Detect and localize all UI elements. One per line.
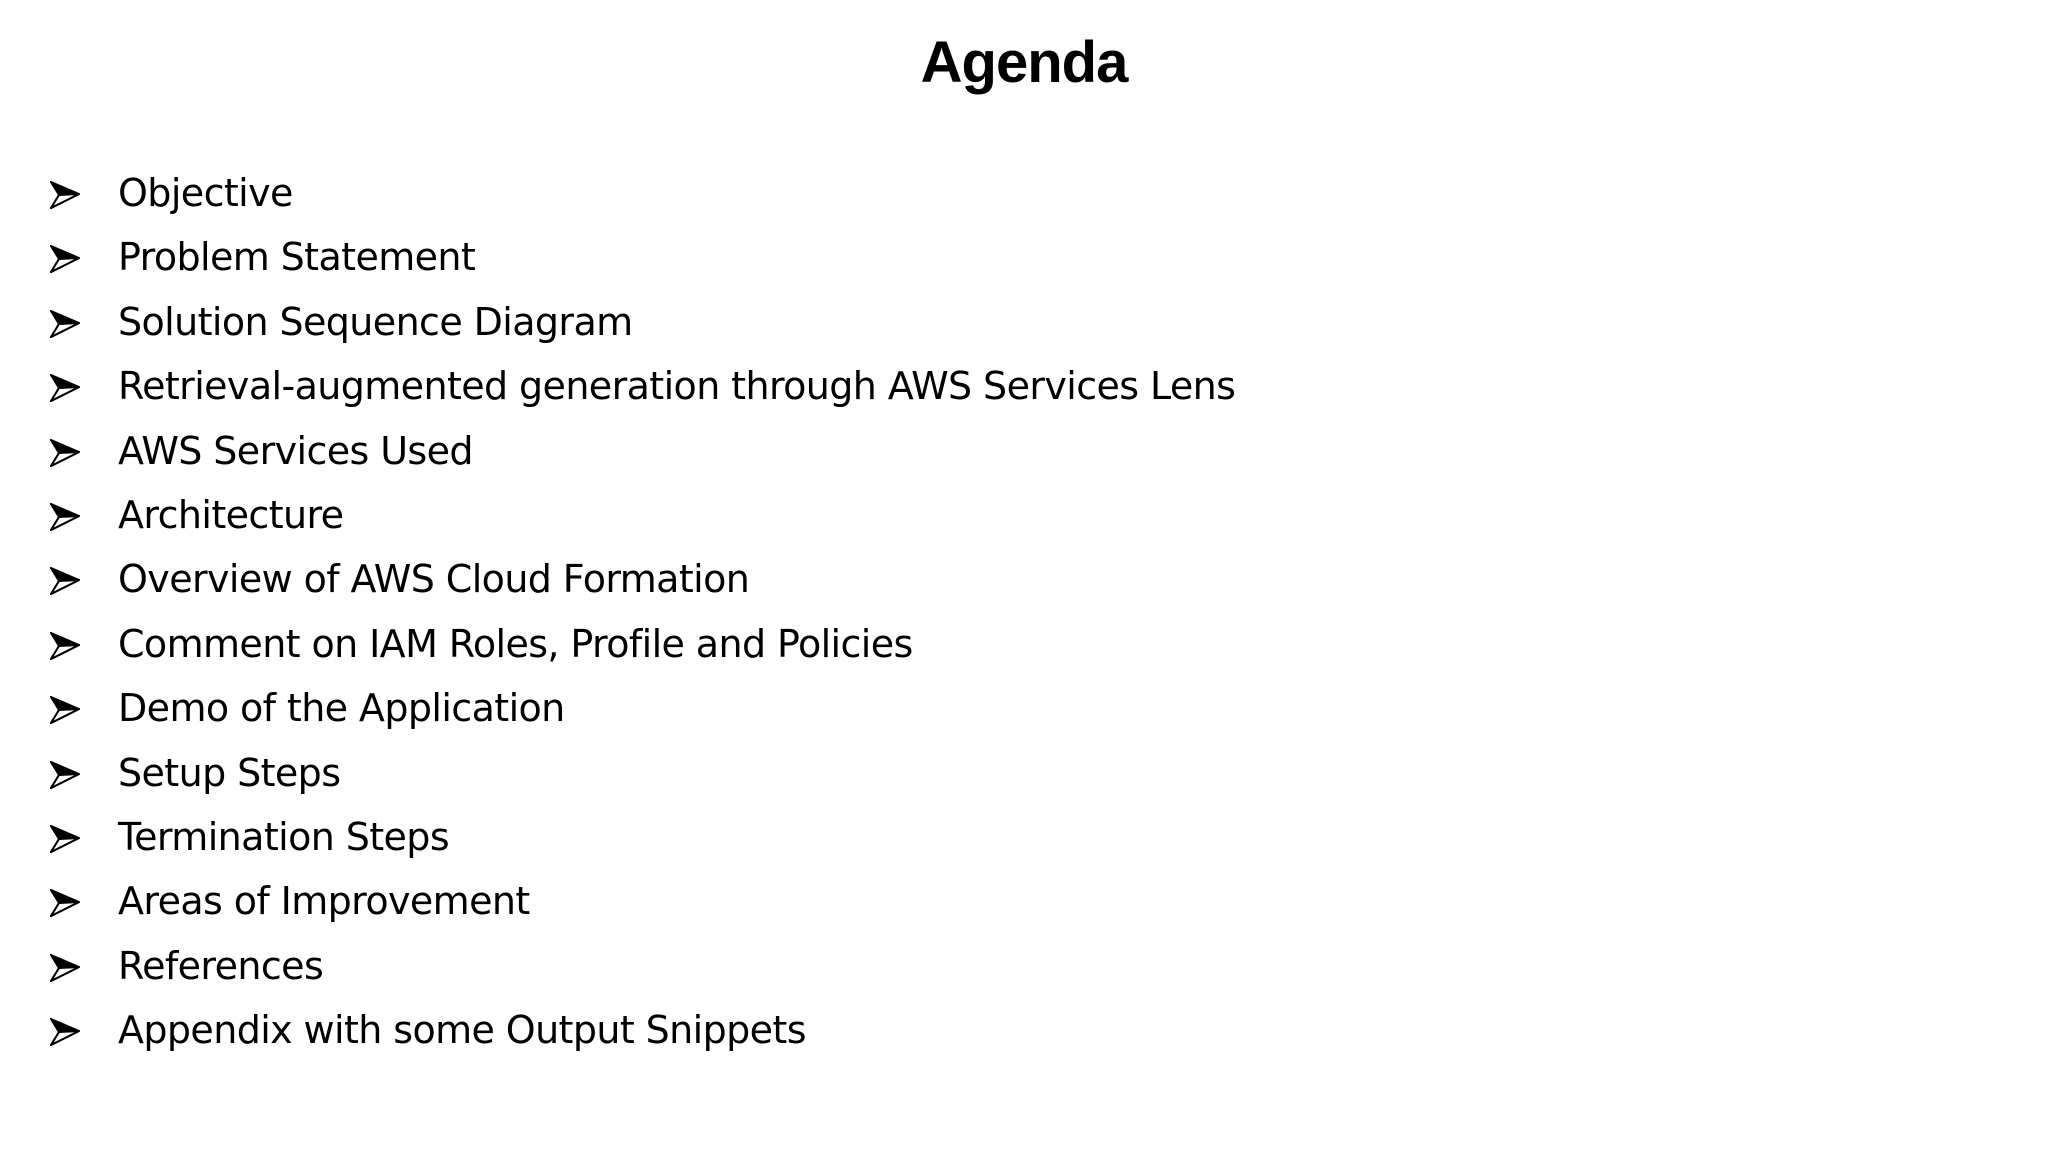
- agenda-item-label: Comment on IAM Roles, Profile and Policies: [118, 621, 913, 666]
- arrowhead-bullet-icon: [50, 503, 82, 533]
- agenda-item-label: Problem Statement: [118, 235, 476, 280]
- agenda-list: [50, 171, 1236, 1078]
- arrowhead-bullet-icon: [50, 245, 82, 275]
- arrowhead-bullet-icon: [50, 825, 82, 855]
- arrowhead-bullet-icon: [50, 439, 82, 469]
- agenda-item-label: Retrieval-augmented generation through AWS Services Lens: [118, 364, 1236, 409]
- arrowhead-bullet-icon: [50, 632, 82, 662]
- arrowhead-bullet-icon: [50, 954, 82, 984]
- arrowhead-bullet-icon: [50, 567, 82, 597]
- arrowhead-bullet-icon: [50, 310, 82, 340]
- agenda-item-label: Termination Steps: [118, 814, 450, 859]
- agenda-item-label: AWS Services Used: [118, 428, 473, 473]
- slide-title: Agenda: [920, 30, 1128, 95]
- arrowhead-bullet-icon: [50, 761, 82, 791]
- arrowhead-bullet-icon: [50, 696, 82, 726]
- agenda-item-label: Appendix with some Output Snippets: [118, 1008, 806, 1053]
- agenda-item: [50, 1008, 1235, 1078]
- agenda-item-label: Overview of AWS Cloud Formation: [118, 557, 750, 602]
- agenda-item-label: References: [118, 943, 324, 988]
- arrowhead-bullet-icon: [50, 1018, 82, 1048]
- agenda-item-label: Areas of Improvement: [118, 879, 530, 924]
- arrowhead-bullet-icon: [50, 889, 82, 919]
- arrowhead-bullet-icon: [50, 181, 82, 211]
- agenda-item-label: Demo of the Application: [118, 686, 565, 731]
- agenda-item-label: Solution Sequence Diagram: [118, 299, 633, 344]
- agenda-item-label: Architecture: [118, 492, 344, 537]
- agenda-item-label: Objective: [118, 171, 293, 215]
- agenda-item-label: Setup Steps: [118, 750, 341, 795]
- arrowhead-bullet-icon: [50, 374, 82, 404]
